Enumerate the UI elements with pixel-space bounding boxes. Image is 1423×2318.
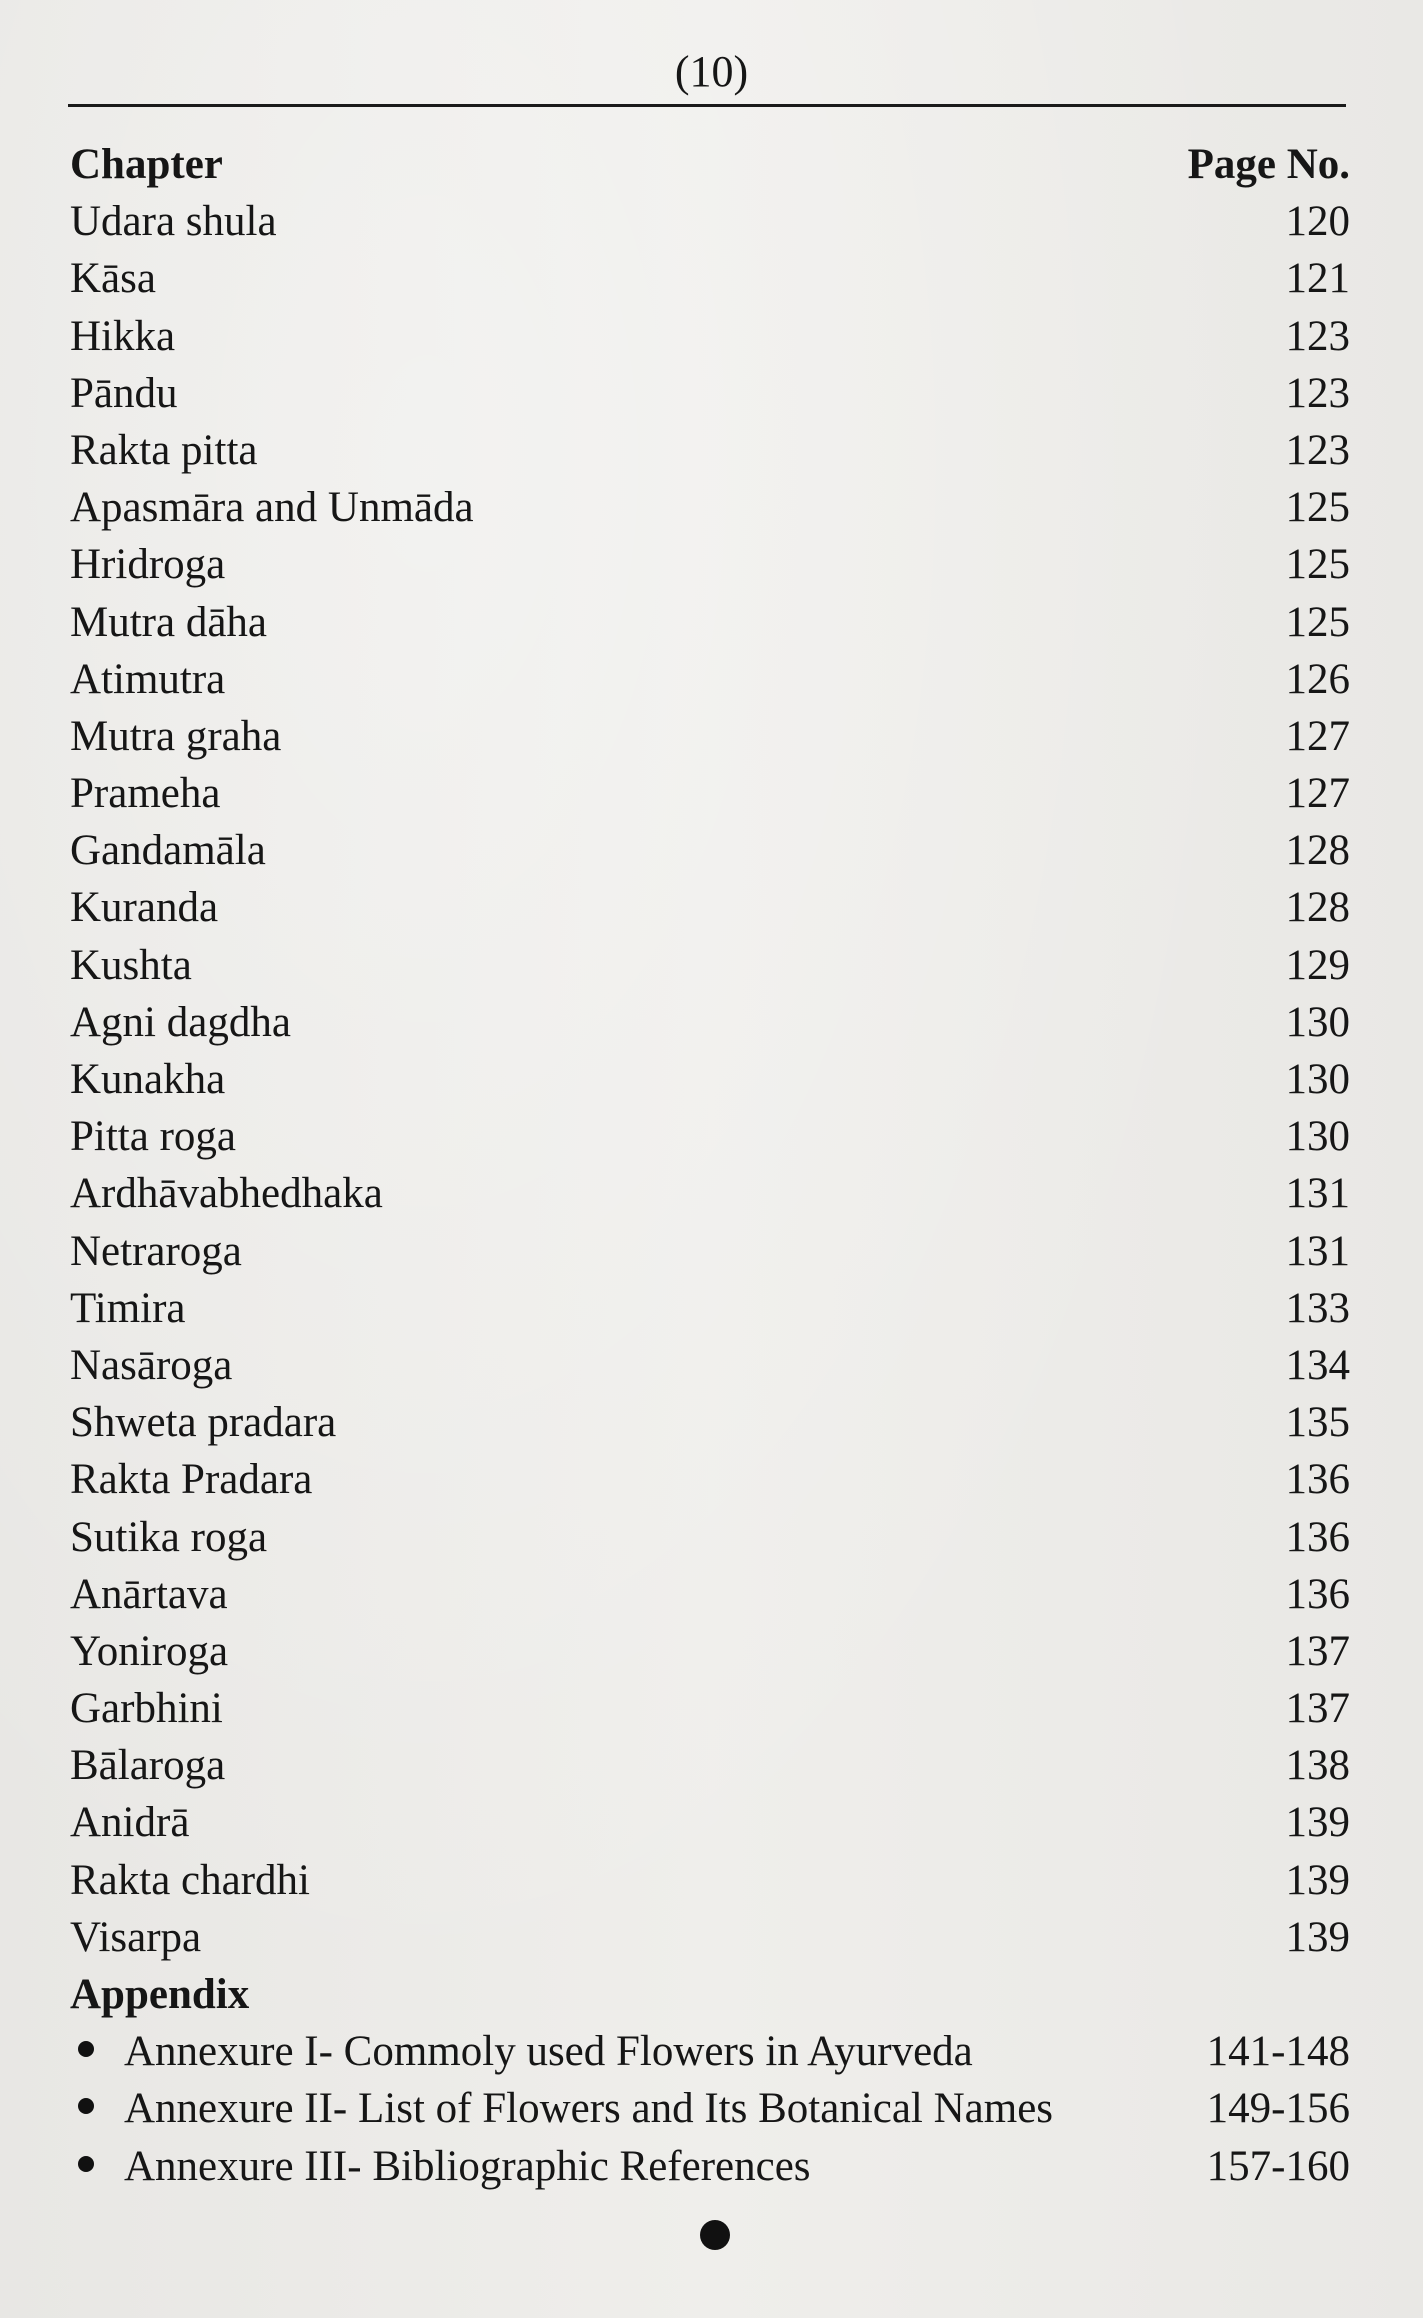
toc-entry — [70, 651, 1350, 708]
toc-entry — [70, 365, 1350, 422]
chapter-title: Hikka — [70, 312, 176, 360]
chapter-page-number: 137 — [1285, 1627, 1350, 1675]
chapter-title: Pāndu — [70, 369, 178, 417]
table-of-contents — [70, 136, 1350, 2195]
annexure-title: Annexure II- List of Flowers and Its Botanical Names — [124, 2085, 1054, 2133]
header-rule — [68, 104, 1346, 107]
chapter-heading: Chapter — [70, 141, 223, 188]
chapter-title: Rakta chardhi — [70, 1856, 310, 1904]
chapter-page-number: 130 — [1285, 1056, 1350, 1103]
chapter-title: Yoniroga — [70, 1627, 229, 1675]
chapter-title: Timira — [70, 1284, 186, 1332]
toc-entry — [70, 422, 1350, 479]
toc-entry — [70, 1223, 1350, 1280]
chapter-page-number: 137 — [1285, 1685, 1350, 1733]
bullet-icon — [78, 2041, 94, 2057]
appendix-heading: Appendix — [70, 1971, 250, 2018]
appendix-heading-row — [70, 1966, 1350, 2023]
chapter-page-number: 136 — [1285, 1513, 1350, 1561]
annexure-list — [70, 2023, 1350, 2195]
toc-entry — [70, 1108, 1350, 1165]
chapter-title: Rakta Pradara — [70, 1456, 313, 1504]
chapter-title: Nasāroga — [70, 1341, 233, 1389]
toc-entry — [70, 1394, 1350, 1451]
chapter-title: Mutra graha — [70, 712, 282, 760]
chapter-title: Anārtava — [70, 1570, 228, 1618]
chapter-title: Shweta pradara — [70, 1399, 337, 1447]
chapter-page-number: 125 — [1285, 484, 1350, 532]
annexure-entry — [70, 2023, 1350, 2080]
annexure-pages: 149-156 — [1206, 2085, 1350, 2133]
chapter-page-number: 125 — [1285, 598, 1350, 646]
chapter-title: Kunakha — [70, 1056, 226, 1103]
toc-entries — [70, 193, 1350, 1966]
annexure-title: Annexure III- Bibliographic References — [124, 2142, 811, 2190]
chapter-page-number: 126 — [1285, 655, 1350, 703]
toc-entry — [70, 1337, 1350, 1394]
end-bullet-icon — [700, 2220, 730, 2250]
toc-entry — [70, 193, 1350, 250]
toc-entry — [70, 1623, 1350, 1680]
chapter-page-number: 127 — [1285, 770, 1350, 818]
toc-header-row — [70, 136, 1350, 193]
toc-entry — [70, 1852, 1350, 1909]
toc-entry — [70, 1509, 1350, 1566]
toc-entry — [70, 1566, 1350, 1623]
chapter-page-number: 129 — [1285, 941, 1350, 989]
chapter-page-number: 128 — [1285, 884, 1350, 932]
chapter-page-number: 127 — [1285, 712, 1350, 760]
chapter-title: Ardhāvabhedhaka — [70, 1170, 383, 1218]
chapter-title: Gandamāla — [70, 827, 266, 875]
annexure-entry — [70, 2080, 1350, 2137]
chapter-title: Sutika roga — [70, 1513, 268, 1561]
page-number: (10) — [674, 47, 749, 96]
toc-entry — [70, 1794, 1350, 1851]
chapter-title: Atimutra — [70, 655, 226, 703]
toc-entry — [70, 1451, 1350, 1508]
bullet-icon — [78, 2098, 94, 2114]
chapter-title: Garbhini — [70, 1685, 223, 1733]
chapter-title: Prameha — [70, 770, 221, 818]
chapter-page-number: 121 — [1285, 255, 1350, 303]
chapter-page-number: 134 — [1285, 1341, 1350, 1389]
chapter-page-number: 131 — [1285, 1170, 1350, 1218]
chapter-page-number: 130 — [1285, 1113, 1350, 1161]
chapter-title: Anidrā — [70, 1799, 190, 1847]
chapter-page-number: 136 — [1285, 1456, 1350, 1504]
toc-entry — [70, 536, 1350, 593]
chapter-title: Rakta pitta — [70, 426, 258, 474]
chapter-page-number: 139 — [1285, 1913, 1350, 1961]
toc-entry — [70, 1909, 1350, 1966]
chapter-title: Visarpa — [70, 1913, 202, 1961]
chapter-title: Kuranda — [70, 884, 219, 932]
toc-entry — [70, 994, 1350, 1051]
chapter-page-number: 123 — [1285, 369, 1350, 417]
chapter-title: Agni dagdha — [70, 998, 291, 1046]
toc-entry — [70, 1165, 1350, 1222]
toc-entry — [70, 479, 1350, 536]
chapter-title: Netraroga — [70, 1227, 242, 1275]
toc-entry — [70, 594, 1350, 651]
chapter-title: Pitta roga — [70, 1113, 236, 1161]
toc-entry — [70, 308, 1350, 365]
chapter-page-number: 125 — [1285, 541, 1350, 589]
annexure-pages: 141-148 — [1206, 2028, 1350, 2076]
chapter-page-number: 120 — [1285, 198, 1350, 246]
toc-entry — [70, 708, 1350, 765]
chapter-title: Kāsa — [70, 255, 156, 303]
toc-entry — [70, 1737, 1350, 1794]
toc-entry — [70, 1051, 1350, 1108]
toc-entry — [70, 1280, 1350, 1337]
chapter-title: Udara shula — [70, 198, 277, 246]
chapter-page-number: 123 — [1285, 312, 1350, 360]
chapter-page-number: 139 — [1285, 1799, 1350, 1847]
chapter-page-number: 130 — [1285, 998, 1350, 1046]
toc-entry — [70, 879, 1350, 936]
toc-entry — [70, 250, 1350, 307]
toc-entry — [70, 765, 1350, 822]
bullet-icon — [78, 2156, 94, 2172]
toc-entry — [70, 822, 1350, 879]
toc-entry — [70, 937, 1350, 994]
chapter-title: Hridroga — [70, 541, 226, 589]
chapter-page-number: 131 — [1285, 1227, 1350, 1275]
annexure-title: Annexure I- Commoly used Flowers in Ayurveda — [124, 2028, 973, 2076]
chapter-page-number: 133 — [1285, 1284, 1350, 1332]
toc-entry — [70, 1680, 1350, 1737]
chapter-title: Mutra dāha — [70, 598, 268, 646]
annexure-pages: 157-160 — [1206, 2142, 1350, 2190]
chapter-page-number: 136 — [1285, 1570, 1350, 1618]
chapter-page-number: 128 — [1285, 827, 1350, 875]
chapter-page-number: 135 — [1285, 1399, 1350, 1447]
chapter-title: Apasmāra and Unmāda — [70, 484, 474, 532]
chapter-page-number: 123 — [1285, 426, 1350, 474]
chapter-page-number: 139 — [1285, 1856, 1350, 1904]
chapter-title: Kushta — [70, 941, 192, 989]
annexure-entry — [70, 2138, 1350, 2195]
page-no-heading: Page No. — [1187, 141, 1350, 188]
chapter-page-number: 138 — [1285, 1742, 1350, 1790]
chapter-title: Bālaroga — [70, 1742, 226, 1790]
